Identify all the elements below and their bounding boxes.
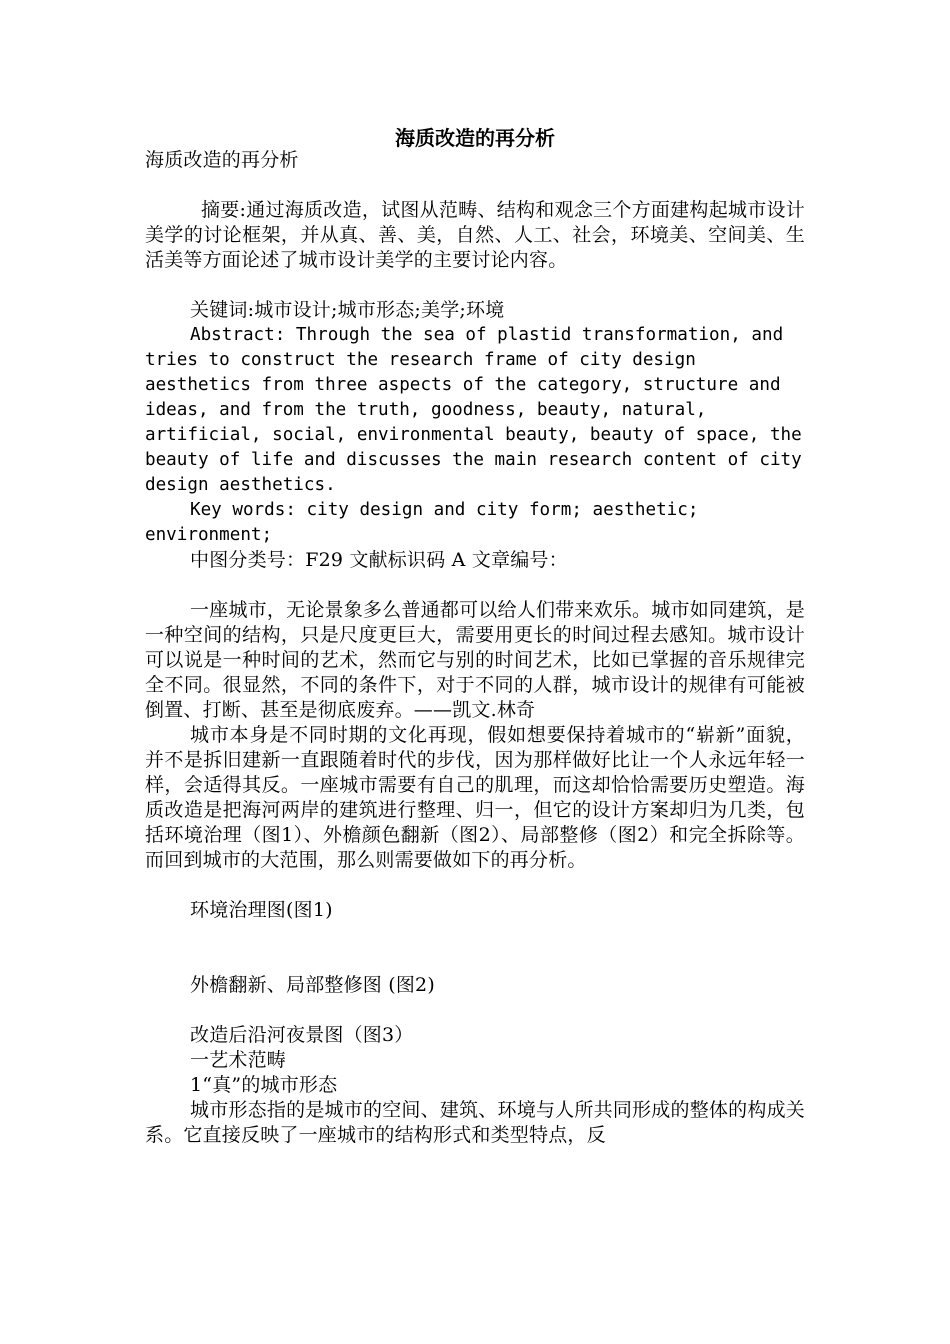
classification-line: 中图分类号：F29 文献标识码 A 文章编号：: [190, 549, 568, 571]
spacer: [145, 873, 805, 898]
section-heading: 一艺术范畴: [190, 1049, 287, 1071]
document-title: 海质改造的再分析: [395, 126, 555, 150]
figure-caption-2: 外檐翻新、局部整修图 (图2): [190, 974, 435, 996]
spacer: [145, 573, 805, 598]
figure-caption-1: 环境治理图(图1): [190, 899, 333, 921]
paragraph-kevin-lynch-quote: 一座城市，无论景象多么普通都可以给人们带来欢乐。城市如同建筑，是一种空间的结构，只是尺度更巨大，需要用更长的时间过程去感知。城市设计可以说是一种时间的艺术，然而它与别的时间艺术，比如已掌握的音乐规律完全不同。很显然，不同的条件下，对于不同的人群，城市设计的规律有可能被倒置、打断、甚至是彻底废弃。——凯文.林奇: [145, 599, 805, 721]
figure-caption-3: 改造后沿河夜景图（图3）: [190, 1024, 414, 1046]
spacer: [145, 923, 805, 973]
abstract-cn: 摘要:通过海质改造，试图从范畴、结构和观念三个方面建构起城市设计美学的讨论框架，并从真、善、美，自然、人工、社会，环境美、空间美、生活美等方面论述了城市设计美学的主要讨论内容。: [145, 199, 805, 271]
spacer: [145, 173, 805, 198]
spacer: [145, 273, 805, 298]
abstract-en: Abstract: Through the sea of plastid transformation, and tries to construct the research frame of city design aesthetics from three aspects of the category, structure and ideas, and from the truth, goodness, beauty, natural, artificial, social, environmental beauty, beauty of space, the beauty of life and discusses the main research content of city design aesthetics.: [145, 325, 802, 495]
keywords-en: Key words: city design and city form; aesthetic; environment;: [145, 500, 699, 545]
document-subtitle: 海质改造的再分析: [145, 149, 299, 171]
document-body: [145, 148, 805, 1148]
paragraph-city-renewal: 城市本身是不同时期的文化再现，假如想要保持着城市的“崭新”面貌，并不是拆旧建新一直跟随着时代的步伐，因为那样做好比让一个人永远年轻一样，会适得其反。一座城市需要有自己的肌理，而这却恰恰需要历史塑造。海质改造是把海河两岸的建筑进行整理、归一，但它的设计方案却归为几类，包括环境治理（图1）、外檐颜色翻新（图2）、局部整修（图2）和完全拆除等。而回到城市的大范围，那么则需要做如下的再分析。: [145, 724, 805, 871]
keywords-cn: 关键词:城市设计;城市形态;美学;环境: [190, 299, 505, 321]
subsection-heading: 1“真”的城市形态: [190, 1074, 338, 1096]
spacer: [145, 998, 805, 1023]
paragraph-city-form: 城市形态指的是城市的空间、建筑、环境与人所共同形成的整体的构成关系。它直接反映了一座城市的结构形式和类型特点，反: [145, 1099, 805, 1146]
